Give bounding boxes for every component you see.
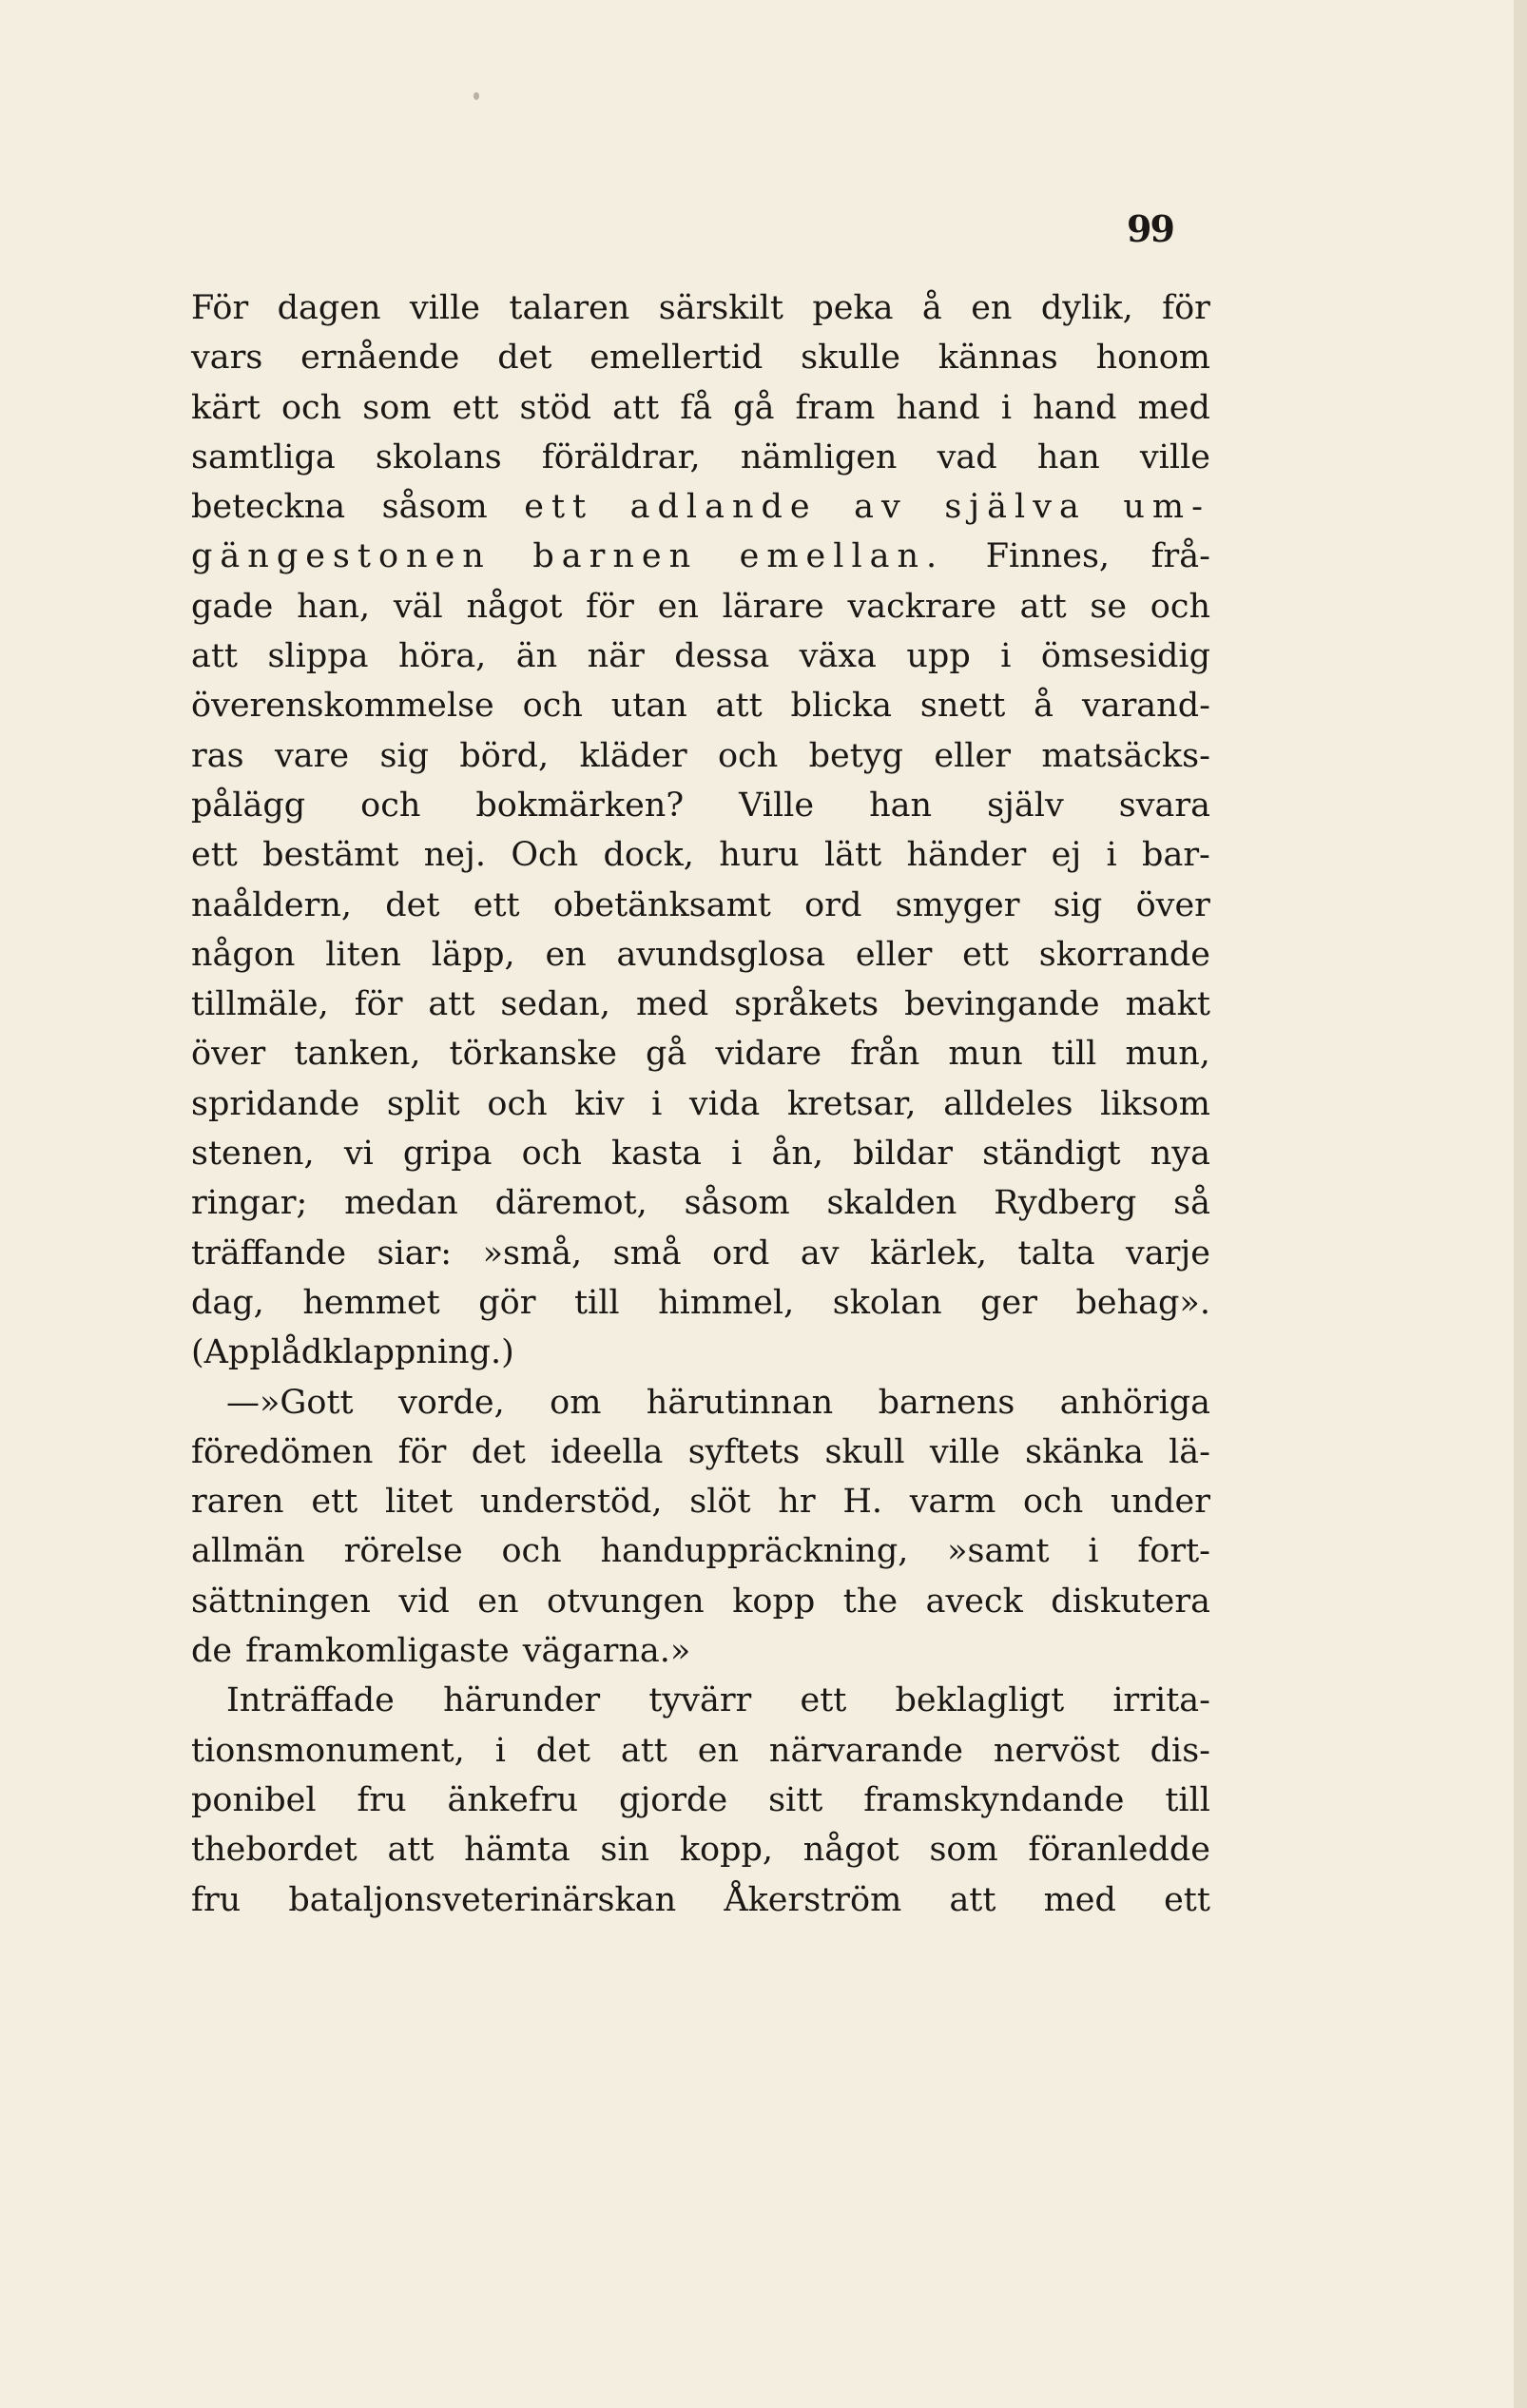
word: H. [842, 1483, 882, 1522]
word: hand [1033, 388, 1117, 427]
word: lätt [823, 836, 882, 875]
word: en [971, 289, 1013, 327]
word: kiv [574, 1084, 625, 1123]
word: vi [343, 1135, 374, 1174]
text-line [191, 830, 1210, 880]
word: fram [795, 388, 876, 427]
word: kärlek, [869, 1233, 988, 1272]
word: det [535, 1731, 590, 1770]
text-line [191, 1229, 1210, 1278]
word: kasta [611, 1135, 702, 1174]
word: mun [948, 1035, 1023, 1074]
word: av [800, 1233, 840, 1272]
word: spridande [191, 1084, 360, 1123]
word: änkefru [447, 1780, 579, 1819]
word: naåldern, [191, 885, 352, 924]
word: eller [934, 736, 1011, 775]
word: händer [906, 836, 1027, 875]
word: att [1019, 587, 1067, 626]
word: bar- [1142, 836, 1210, 875]
word: att [715, 687, 763, 726]
text-line [191, 1029, 1210, 1078]
word: få [680, 388, 713, 427]
word: med [1137, 388, 1210, 427]
word: dag, [191, 1283, 264, 1322]
word: thebordet [191, 1831, 358, 1870]
word: hemmet [302, 1283, 440, 1322]
word: emellan. [739, 537, 945, 576]
word: varm [909, 1483, 996, 1522]
word: det [471, 1432, 526, 1471]
word: handuppräckning, [600, 1532, 909, 1571]
word: att [387, 1831, 435, 1870]
word: å [1034, 687, 1054, 726]
word: så [1173, 1184, 1210, 1223]
word: tillmäle, [191, 985, 329, 1024]
word: skolan [832, 1283, 942, 1322]
word: ord [712, 1233, 770, 1272]
word: liksom [1100, 1084, 1210, 1123]
text-line [191, 1378, 1210, 1427]
word: emellertid [590, 339, 764, 378]
word: barnens [878, 1383, 1015, 1422]
word: bokmärken? [475, 786, 685, 825]
word: och [280, 388, 342, 427]
word: gå [646, 1035, 687, 1074]
word: i [651, 1084, 663, 1123]
text-line [191, 1875, 1210, 1925]
word: dessa [674, 637, 770, 676]
word: lä- [1169, 1432, 1210, 1471]
text-line [191, 283, 1210, 333]
word: själv [987, 786, 1064, 825]
word: um- [1123, 488, 1210, 527]
text-line [191, 1477, 1210, 1526]
word: gängestonen [191, 537, 492, 576]
word: små [612, 1233, 682, 1272]
word: nämligen [740, 437, 898, 476]
word: som [362, 388, 432, 427]
word: litet [384, 1483, 454, 1522]
word: mun, [1125, 1035, 1210, 1074]
word: skalden [826, 1184, 957, 1223]
word: väl [393, 587, 443, 626]
word: en [657, 587, 699, 626]
text-line [191, 1278, 1210, 1328]
word: ringar; [191, 1184, 308, 1223]
text-line [191, 681, 1210, 730]
word: liten [325, 935, 401, 974]
word: kopp [732, 1582, 816, 1621]
word: gjorde [619, 1780, 728, 1819]
body-text [191, 283, 1210, 1925]
word: fru [191, 1880, 242, 1919]
word: raren [191, 1483, 284, 1522]
paper-speck [474, 92, 479, 100]
word: upp [906, 637, 971, 676]
word: i [1106, 836, 1117, 875]
word: vars [191, 339, 263, 378]
word: sedan, [500, 985, 610, 1024]
text-line [191, 482, 1210, 532]
word: han [1036, 437, 1100, 476]
word: skull [824, 1432, 905, 1471]
word: i [1088, 1532, 1099, 1571]
word: the [842, 1582, 899, 1621]
word: makt [1125, 985, 1210, 1024]
word: hämta [464, 1831, 570, 1870]
text-line [191, 383, 1210, 433]
word: till [1051, 1035, 1097, 1074]
word: med [635, 985, 709, 1024]
word: tyvärr [648, 1681, 752, 1720]
word: beteckna [191, 488, 346, 527]
word: utan [610, 687, 687, 726]
word: att [620, 1731, 667, 1770]
word: sättningen [191, 1582, 371, 1621]
word: »små, [482, 1233, 583, 1272]
word: ett [191, 836, 238, 875]
word: anhöriga [1059, 1383, 1210, 1422]
word: matsäcks- [1041, 736, 1210, 775]
word: och [360, 786, 421, 825]
text-line [191, 1577, 1210, 1626]
word: själva [944, 488, 1087, 527]
word: en [545, 935, 587, 974]
word: något [802, 1831, 899, 1870]
text-line [191, 881, 1210, 930]
text-line [191, 930, 1210, 980]
word: för [1162, 289, 1210, 327]
text-line [191, 1178, 1210, 1228]
word: rörelse [343, 1532, 463, 1571]
word: irrita- [1112, 1681, 1210, 1720]
word: ej [1051, 836, 1082, 875]
word: någon [191, 935, 296, 974]
word: obetänksamt [552, 885, 771, 924]
word: skorrande [1038, 935, 1210, 974]
word: avundsglosa [616, 935, 826, 974]
word: ett [1164, 1880, 1210, 1919]
word: vackrare [847, 587, 996, 626]
word: samtliga [191, 437, 336, 476]
word: ett [473, 885, 520, 924]
word: skolans [375, 437, 502, 476]
word: kärt [191, 388, 261, 427]
text-line [191, 1626, 1210, 1676]
word: slippa [267, 637, 369, 676]
word: och [521, 1135, 582, 1174]
word: eller [855, 935, 933, 974]
word: att [949, 1880, 996, 1919]
word: fru [357, 1780, 407, 1819]
word: bildar [853, 1135, 953, 1174]
word: frå- [1150, 537, 1210, 576]
word: och [1023, 1483, 1084, 1522]
word: kläder [579, 736, 687, 775]
word: och [487, 1084, 548, 1123]
word: varje [1126, 1233, 1210, 1272]
word: ord [804, 885, 862, 924]
word: snett [919, 687, 1006, 726]
word: vidare [715, 1035, 822, 1074]
word: vad [937, 437, 997, 476]
word: språkets [734, 985, 879, 1024]
word: adlande [629, 488, 818, 527]
word: hr [778, 1483, 816, 1522]
text-line [191, 1526, 1210, 1576]
word: vorde, [397, 1383, 505, 1422]
word: i [1000, 388, 1013, 427]
word: föredömen [191, 1432, 374, 1471]
text-line [191, 1427, 1210, 1477]
word: ras [191, 736, 244, 775]
text-line [191, 980, 1210, 1029]
word: å [921, 289, 942, 327]
word: sig [379, 736, 429, 775]
word: höra, [397, 637, 487, 676]
word: dagen [277, 289, 381, 327]
word: ån, [771, 1135, 824, 1174]
word: slöt [689, 1483, 751, 1522]
word: ideella [551, 1432, 664, 1471]
word: när [587, 637, 645, 676]
word: syftets [687, 1432, 801, 1471]
word: dylik, [1040, 289, 1133, 327]
page-edge [1514, 0, 1527, 2408]
word: kopp, [679, 1831, 774, 1870]
word: de [191, 1632, 233, 1671]
word: aveck [925, 1582, 1023, 1621]
word: föräldrar, [541, 437, 701, 476]
word: och [522, 687, 583, 726]
word: barnen [532, 537, 699, 576]
word: varand- [1081, 687, 1210, 726]
word: bataljonsveterinärskan [288, 1880, 677, 1919]
word: allmän [191, 1532, 305, 1571]
word: ett [311, 1483, 358, 1522]
word: himmel, [658, 1283, 795, 1322]
word: peka [812, 289, 894, 327]
word: skänka [1025, 1432, 1144, 1471]
word: fort- [1137, 1532, 1210, 1571]
word: siar: [377, 1233, 453, 1272]
word: vägarna.» [522, 1632, 691, 1671]
word: se [1090, 587, 1128, 626]
word: om [550, 1383, 602, 1422]
word: däremot, [494, 1184, 648, 1223]
word: nej. [423, 836, 486, 875]
word: han, [297, 587, 371, 626]
word: Ville [739, 786, 815, 825]
word: över [1135, 885, 1210, 924]
word: ett [800, 1681, 847, 1720]
word: alldeles [943, 1084, 1073, 1123]
text-line [191, 731, 1210, 781]
word: bevingande [904, 985, 1100, 1024]
word: (Applådklappning.) [191, 1333, 514, 1372]
word: såsom [381, 488, 488, 527]
word: Och [511, 836, 579, 875]
word: kännas [937, 339, 1058, 378]
word: ger [980, 1283, 1037, 1322]
word: Finnes, [985, 537, 1111, 576]
word: ständigt [982, 1135, 1121, 1174]
text-line [191, 1726, 1210, 1776]
word: att [428, 985, 475, 1024]
word: nervöst [993, 1731, 1120, 1770]
word: för [397, 1432, 447, 1471]
word: Inträffade [226, 1681, 395, 1720]
word: ett [962, 935, 1009, 974]
word: en [697, 1731, 740, 1770]
word: närvarande [768, 1731, 963, 1770]
word: nya [1150, 1135, 1210, 1174]
word: och [501, 1532, 562, 1571]
word: framskyndande [863, 1780, 1125, 1819]
word: sitt [768, 1780, 823, 1819]
word: såsom [684, 1184, 790, 1223]
word: ponibel [191, 1780, 317, 1819]
word: gör [478, 1283, 536, 1322]
word: talta [1017, 1233, 1095, 1272]
word: det [385, 885, 440, 924]
word: träffande [191, 1233, 347, 1272]
word: särskilt [658, 289, 783, 327]
word: smyger [895, 885, 1020, 924]
word: i [494, 1731, 506, 1770]
text-line [191, 1825, 1210, 1874]
word: svara [1118, 786, 1210, 825]
text-line [191, 1676, 1210, 1725]
word: stöd [519, 388, 592, 427]
word: diskutera [1051, 1582, 1210, 1621]
word: sin [600, 1831, 650, 1870]
word: att [612, 388, 660, 427]
word: och [1150, 587, 1210, 626]
word: av [854, 488, 908, 527]
word: något [466, 587, 563, 626]
text-line [191, 1328, 1210, 1377]
word: bestämt [262, 836, 399, 875]
word: vida [689, 1084, 761, 1123]
word: ömsesidig [1040, 637, 1210, 676]
word: växa [799, 637, 877, 676]
word: härutinnan [646, 1383, 834, 1422]
word: i [1000, 637, 1012, 676]
word: ville [1139, 437, 1210, 476]
word: För [191, 289, 249, 327]
word: split [386, 1084, 460, 1123]
word: skulle [801, 339, 900, 378]
word: vare [274, 736, 350, 775]
word: tanken, [294, 1035, 421, 1074]
word: dock, [603, 836, 694, 875]
text-line [191, 781, 1210, 830]
word: och [718, 736, 779, 775]
word: understöd, [479, 1483, 663, 1522]
word: till [1165, 1780, 1210, 1819]
word: behag». [1075, 1283, 1210, 1322]
text-line [191, 1079, 1210, 1129]
word: sig [1053, 885, 1103, 924]
word: att [191, 637, 238, 676]
word: tionsmonument, [191, 1731, 465, 1770]
word: med [1043, 1880, 1116, 1919]
text-line [191, 1129, 1210, 1178]
word: dis- [1150, 1731, 1210, 1770]
word: för [354, 985, 403, 1024]
word: —»Gott [226, 1383, 354, 1422]
page-number: 99 [1127, 207, 1173, 250]
word: otvungen [547, 1582, 705, 1621]
word: »samt [947, 1532, 1050, 1571]
word: en [477, 1582, 519, 1621]
word: Rydberg [994, 1184, 1137, 1223]
text-line [191, 1776, 1210, 1825]
word: läpp, [431, 935, 515, 974]
word: från [850, 1035, 920, 1074]
word: lärare [722, 587, 824, 626]
word: ville [929, 1432, 1000, 1471]
text-line [191, 631, 1210, 681]
word: honom [1095, 339, 1210, 378]
word: under [1111, 1483, 1210, 1522]
word: över [191, 1035, 266, 1074]
word: pålägg [191, 786, 306, 825]
word: huru [719, 836, 800, 875]
word: han [869, 786, 933, 825]
word: framkomligaste [245, 1632, 510, 1671]
word: börd, [459, 736, 550, 775]
word: stenen, [191, 1135, 315, 1174]
word: än [515, 637, 558, 676]
word: beklagligt [895, 1681, 1065, 1720]
word: blicka [790, 687, 893, 726]
word: ville [409, 289, 480, 327]
text-line [191, 333, 1210, 382]
word: medan [344, 1184, 458, 1223]
word: törkanske [449, 1035, 617, 1074]
word: hand [896, 388, 980, 427]
word: Åkerström [724, 1880, 902, 1919]
word: kretsar, [786, 1084, 917, 1123]
word: härunder [443, 1681, 601, 1720]
word: i [731, 1135, 743, 1174]
word: gade [191, 587, 274, 626]
word: det [497, 339, 552, 378]
word: talaren [509, 289, 630, 327]
word: gripa [402, 1135, 493, 1174]
word: föranledde [1028, 1831, 1210, 1870]
word: ett [452, 388, 499, 427]
text-line [191, 433, 1210, 482]
word: till [573, 1283, 620, 1322]
word: ett [524, 488, 594, 527]
word: ernående [300, 339, 460, 378]
word: som [929, 1831, 998, 1870]
text-line [191, 582, 1210, 631]
word: vid [398, 1582, 450, 1621]
word: överenskommelse [191, 687, 494, 726]
word: betyg [808, 736, 904, 775]
word: gå [733, 388, 775, 427]
word: för [586, 587, 634, 626]
text-line [191, 532, 1210, 581]
